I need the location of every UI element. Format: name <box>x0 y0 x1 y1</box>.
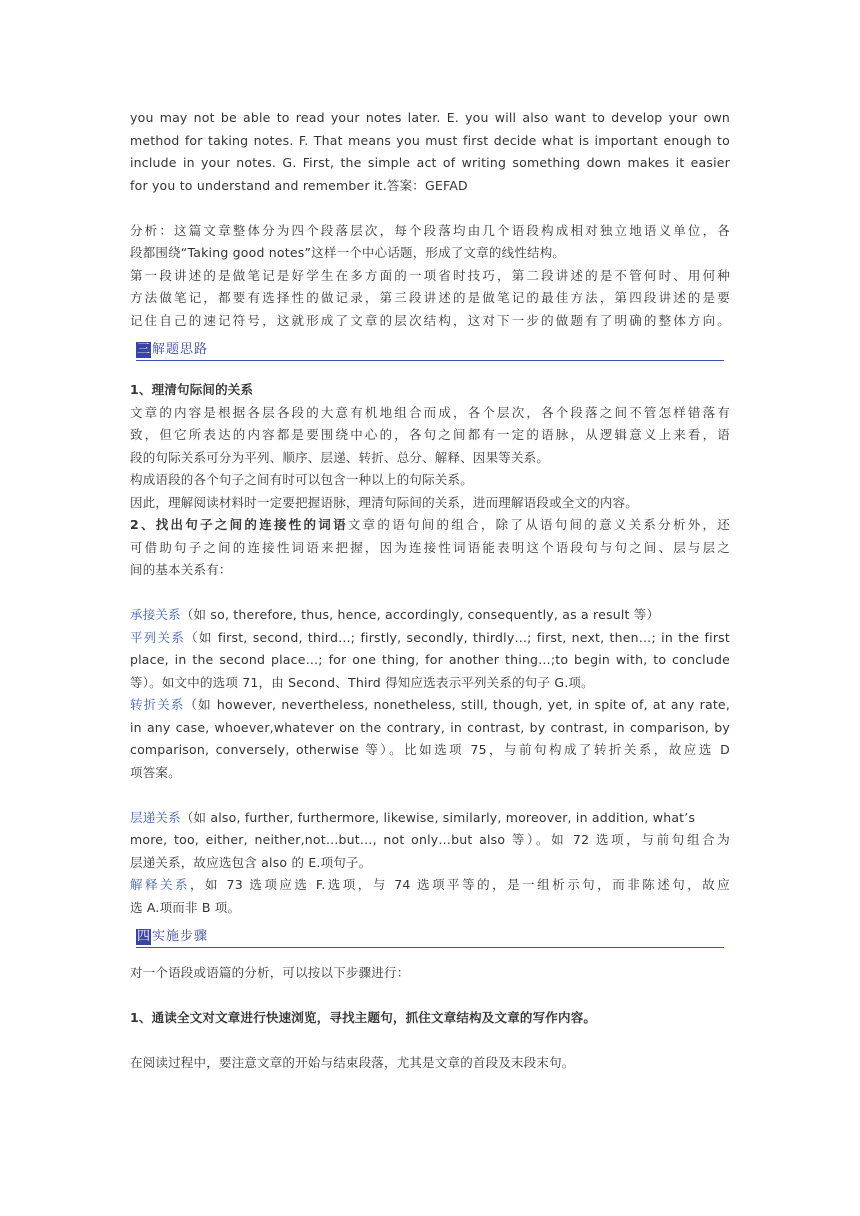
s3-p1-line-4: 构成语段的各个句子之间有时可以包含一种以上的句际关系。 <box>130 472 473 487</box>
relation-text: （如 first, second, third…; firstly, secondly, thirdly…; first, next, then…; in the first <box>185 629 730 645</box>
analysis-line-5: 记住自己的速记符号，这就形成了文章的层次结构，这对下一步的做题有了明确的整体方向。 <box>130 312 730 328</box>
relation-zhuanzhe <box>130 694 730 717</box>
subheading-2-line <box>130 514 730 537</box>
s3-p1-line-3: 段的句际关系可分为平列、顺序、层递、转折、总分、解释、因果等关系。 <box>130 449 550 465</box>
section-title: 实施步骤 <box>152 929 209 944</box>
options-line-4-answer: for you to understand and remember it.答案：GEFAD <box>130 177 468 193</box>
options-line-3: include in your notes. G. First, the simple act of writing something down makes it easier <box>130 155 730 170</box>
section-number-badge: 四 <box>137 929 151 944</box>
relation-jieshi <box>130 874 730 897</box>
relation-label: 解释关系 <box>130 877 191 892</box>
s4-note: 在阅读过程中，要注意文章的开始与结束段落，尤其是文章的首段及末段末句。 <box>130 1055 575 1070</box>
analysis-line-3: 第一段讲述的是做笔记是好学生在多方面的一项省时技巧，第二段讲述的是不管何时、用何种 <box>130 267 730 283</box>
relation-text: （如 however, nevertheless, nonetheless, still, though, yet, in spite of, at any rate, <box>184 697 730 712</box>
s3-p1-line-1: 文章的内容是根据各层各段的大意有机地组合而成，各个层次，各个段落之间不管怎样错落有 <box>130 404 730 420</box>
relation-pinglie-line-3: 等）。如文中的选项 71，由 Second、Third 得知应选表示平列关系的句子 G.项。 <box>130 674 594 690</box>
analysis-line-4: 方法做笔记，都要有选择性的做记录，第三段讲述的是做笔记的最佳方法，第四段讲述的是要 <box>130 290 730 305</box>
s4-step-1: 1、通读全文对文章进行快速浏览，寻找主题句，抓住文章结构及文章的写作内容。 <box>130 1010 597 1025</box>
relation-cengdi <box>130 807 730 830</box>
relation-zhuanzhe-line-2: in any case, whoever,whatever on the contrary, in contrast, by contrast, in comparison, by <box>130 719 730 735</box>
analysis-line-2: 段都围绕“Taking good notes”这样一个中心话题，形成了文章的线性结构。 <box>130 245 566 260</box>
options-line-2: method for taking notes. F. That means you must first decide what is important enough to <box>130 132 730 148</box>
section-heading-4 <box>136 925 724 948</box>
relation-label: 转折关系 <box>130 697 185 712</box>
s3-p2-line-1: 可借助句子之间的连接性词语来把握，因为连接性词语能表明这个语段句与句之间、层与层之 <box>130 539 730 555</box>
options-line-1: you may not be able to read your notes later. E. you will also want to develop your own <box>130 110 730 125</box>
s3-p1-line-5: 因此，理解阅读材料时一定要把握语脉，理清句际间的关系，进而理解语段或全文的内容。 <box>130 494 639 510</box>
relation-label: 层递关系 <box>130 809 181 825</box>
relation-jieshi-line-2: 选 A.项而非 B 项。 <box>130 899 241 915</box>
relation-text: （如 also, further, furthermore, likewise, similarly, moreover, in addition, what’s <box>180 809 696 825</box>
relation-zhuanzhe-line-4: 项答案。 <box>130 764 181 780</box>
subheading-1: 1、理清句际间的关系 <box>130 382 254 397</box>
relation-chengjie <box>130 604 730 627</box>
relation-cengdi-line-2: more, too, either, neither,not…but…, not only…but also 等）。如 72 选项，与前句组合为 <box>130 832 730 847</box>
relation-zhuanzhe-line-3: comparison, conversely, otherwise 等）。比如选项 75，与前句构成了转折关系，故应选 D <box>130 742 730 757</box>
subheading-2-rest: 文章的语句间的组合，除了从语句间的意义关系分析外，还 <box>347 517 730 532</box>
relation-label: 承接关系 <box>130 607 181 622</box>
relation-pinglie <box>130 627 730 650</box>
relation-cengdi-line-3: 层递关系，故应选包含 also 的 E.项句子。 <box>130 854 372 870</box>
section-heading-3 <box>136 338 724 361</box>
relation-pinglie-line-2: place, in the second place…; for one thing, for another thing…;to begin with, to conclude <box>130 652 730 667</box>
relation-text: ，如 73 选项应选 F.选项，与 74 选项平等的，是一组析示句，而非陈述句，故应 <box>190 877 730 892</box>
s3-p1-line-2: 致，但它所表达的内容都是要围绕中心的，各句之间都有一定的语脉，从逻辑意义上来看，语 <box>130 427 730 442</box>
subheading-2: 2、找出句子之间的连接性的词语 <box>130 517 348 532</box>
relation-label: 平列关系 <box>130 629 186 645</box>
analysis-line-1: 分析：这篇文章整体分为四个段落层次，每个段落均由几个语段构成相对独立地语义单位，各 <box>130 222 730 238</box>
s4-intro: 对一个语段或语篇的分析，可以按以下步骤进行： <box>130 965 410 980</box>
relation-text: （如 so, therefore, thus, hence, accordingly, consequently, as a result 等） <box>180 607 660 622</box>
section-title: 解题思路 <box>152 342 209 357</box>
section-number-badge: 三 <box>137 342 151 357</box>
s3-p2-line-2: 间的基本关系有： <box>130 562 232 577</box>
document-page <box>130 107 730 1075</box>
